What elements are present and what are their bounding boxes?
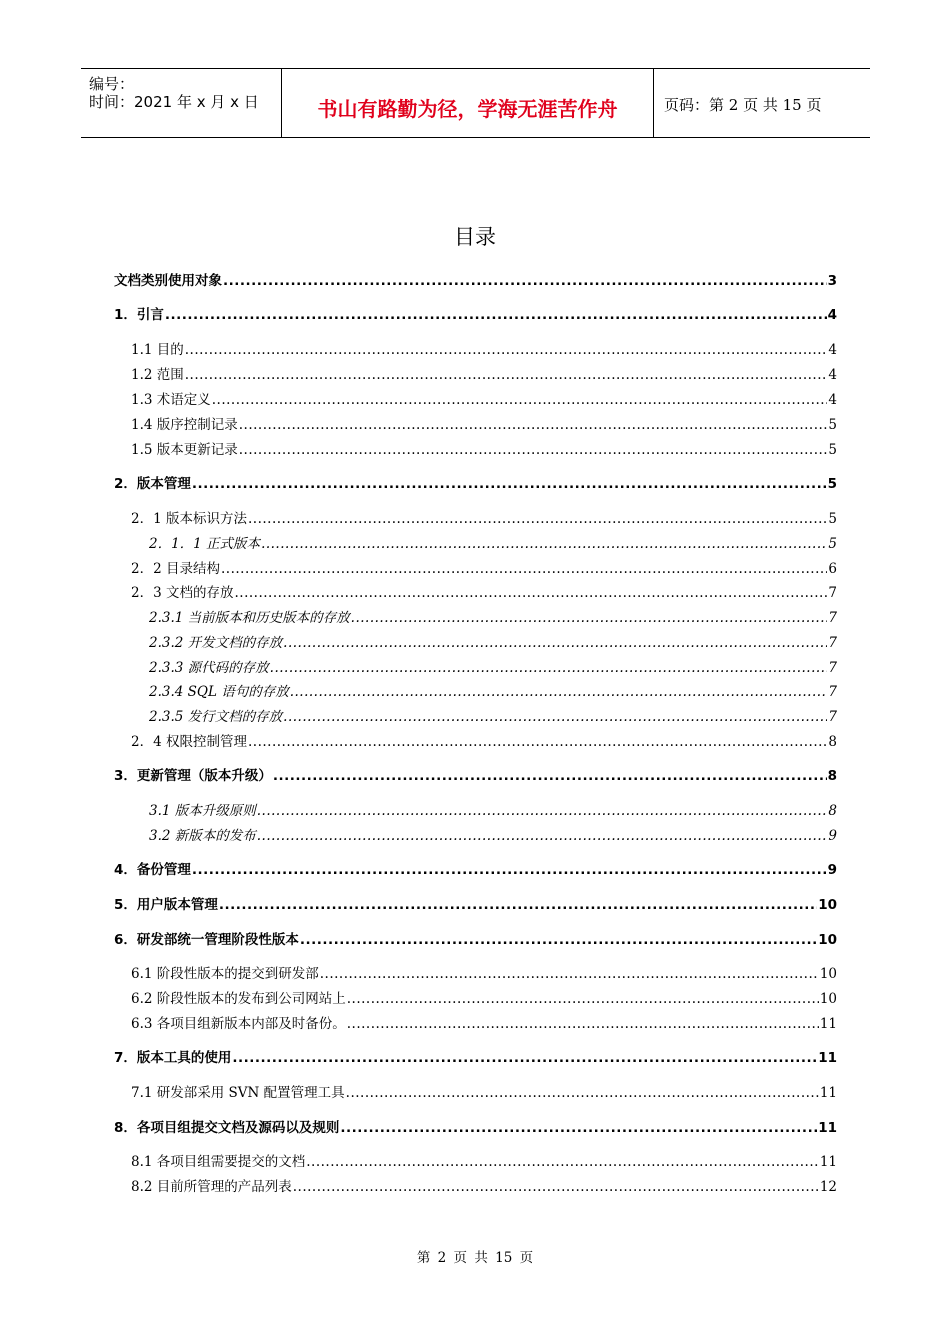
toc-entry-page: 5 bbox=[828, 536, 837, 552]
toc-leader-dots bbox=[347, 991, 819, 1007]
toc-entry-page: 11 bbox=[818, 1050, 837, 1066]
toc-leader-dots bbox=[320, 966, 819, 982]
toc-entry-page: 7 bbox=[828, 635, 837, 651]
toc-entry[interactable] bbox=[114, 271, 837, 289]
toc-entry-page: 10 bbox=[819, 966, 837, 982]
toc-leader-dots bbox=[192, 862, 827, 878]
toc-leader-dots bbox=[234, 585, 827, 601]
toc-entry[interactable] bbox=[149, 608, 837, 626]
toc-leader-dots bbox=[351, 610, 828, 626]
toc-entry-title: 6．研发部统一管理阶段性版本 bbox=[114, 932, 299, 948]
toc-entry-page: 5 bbox=[828, 417, 837, 433]
toc-entry[interactable] bbox=[114, 860, 837, 878]
toc-leader-dots bbox=[239, 417, 828, 433]
toc-entry[interactable] bbox=[149, 826, 837, 844]
toc-entry-page: 3 bbox=[827, 273, 837, 289]
toc-leader-dots bbox=[290, 684, 828, 700]
toc-entry-title: 2.3.2 开发文档的存放 bbox=[149, 635, 283, 651]
toc-entry-title: 2．版本管理 bbox=[114, 476, 191, 492]
toc-entry[interactable] bbox=[131, 1177, 837, 1195]
toc-leader-dots bbox=[283, 635, 827, 651]
toc-entry-page: 5 bbox=[828, 511, 837, 527]
toc-entry-title: 8.1 各项目组需要提交的文档 bbox=[131, 1154, 306, 1170]
toc-entry-title: 2．4 权限控制管理 bbox=[131, 734, 247, 750]
toc-leader-dots bbox=[248, 734, 827, 750]
header-motto: 书山有路勤为径，学海无涯苦作舟 bbox=[317, 97, 618, 121]
toc-entry-page: 4 bbox=[828, 392, 837, 408]
toc-leader-dots bbox=[293, 1179, 819, 1195]
toc-entry-page: 4 bbox=[828, 367, 837, 383]
toc-entry-title: 1.4 版序控制记录 bbox=[131, 417, 238, 433]
toc-entry-title: 2.3.1 当前版本和历史版本的存放 bbox=[149, 610, 350, 626]
toc-entry-title: 1．引言 bbox=[114, 307, 164, 323]
document-number-label: 编号： bbox=[89, 75, 135, 93]
toc-entry[interactable] bbox=[114, 305, 837, 323]
toc-leader-dots bbox=[185, 342, 828, 358]
toc-entry-page: 10 bbox=[819, 991, 837, 1007]
toc-entry-title: 8．各项目组提交文档及源码以及规则 bbox=[114, 1120, 340, 1136]
toc-entry-page: 11 bbox=[819, 1154, 837, 1170]
toc-entry[interactable] bbox=[131, 964, 837, 982]
toc-entry-page: 12 bbox=[819, 1179, 837, 1195]
header-motto-cell bbox=[282, 69, 654, 137]
toc-entry-title: 7.1 研发部采用 SVN 配置管理工具 bbox=[131, 1085, 345, 1101]
page-footer: 第 2 页 共 15 页 bbox=[416, 1250, 534, 1266]
toc-entry[interactable] bbox=[149, 633, 837, 651]
toc-entry-title: 1.2 范围 bbox=[131, 367, 184, 383]
toc-entry-title: 2．1 版本标识方法 bbox=[131, 511, 247, 527]
toc-leader-dots bbox=[185, 367, 828, 383]
toc-entry-page: 7 bbox=[828, 660, 837, 676]
toc-entry-title: 6.3 各项目组新版本内部及时备份。 bbox=[131, 1016, 346, 1032]
toc-leader-dots bbox=[270, 660, 828, 676]
toc-leader-dots bbox=[273, 768, 827, 784]
toc-entry[interactable] bbox=[131, 340, 837, 358]
toc-entry-title: 2．3 文档的存放 bbox=[131, 585, 234, 601]
toc-leader-dots bbox=[248, 511, 827, 527]
toc-entry[interactable] bbox=[131, 365, 837, 383]
toc-entry-page: 8 bbox=[827, 768, 837, 784]
header-page-info: 页码：第 2 页 共 15 页 bbox=[664, 96, 822, 114]
toc-entry[interactable] bbox=[149, 707, 837, 725]
toc-leader-dots bbox=[212, 392, 828, 408]
toc-entry[interactable] bbox=[131, 1014, 837, 1032]
header-meta-cell bbox=[81, 69, 282, 137]
toc-leader-dots bbox=[306, 1154, 819, 1170]
toc-entry[interactable] bbox=[149, 801, 837, 819]
toc-entry-title: 文档类别使用对象 bbox=[114, 273, 222, 289]
toc-entry-title: 4．备份管理 bbox=[114, 862, 191, 878]
toc-entry-page: 10 bbox=[818, 897, 837, 913]
toc-entry-page: 8 bbox=[828, 803, 837, 819]
toc-entry-page: 5 bbox=[827, 476, 837, 492]
toc-entry-title: 3.2 新版本的发布 bbox=[149, 828, 256, 844]
toc-leader-dots bbox=[346, 1085, 819, 1101]
toc-entry-page: 8 bbox=[828, 734, 837, 750]
toc-leader-dots bbox=[283, 709, 827, 725]
toc-entry-page: 7 bbox=[828, 585, 837, 601]
toc-entry[interactable] bbox=[131, 989, 837, 1007]
toc-entry[interactable] bbox=[149, 534, 837, 552]
toc-entry[interactable] bbox=[131, 1083, 837, 1101]
toc-leader-dots bbox=[221, 561, 827, 577]
toc-leader-dots bbox=[219, 897, 817, 913]
toc-entry-title: 2．2 目录结构 bbox=[131, 561, 220, 577]
toc-entry[interactable] bbox=[131, 583, 837, 601]
toc-entry-title: 2.3.4 SQL 语句的存放 bbox=[149, 684, 289, 700]
toc-entry[interactable] bbox=[114, 1118, 837, 1136]
toc-entry-page: 4 bbox=[827, 307, 837, 323]
toc-entry-title: 6.1 阶段性版本的提交到研发部 bbox=[131, 966, 319, 982]
toc-entry-title: 8.2 目前所管理的产品列表 bbox=[131, 1179, 292, 1195]
toc-leader-dots bbox=[239, 442, 828, 458]
toc-entry-page: 7 bbox=[828, 684, 837, 700]
toc-entry[interactable] bbox=[149, 658, 837, 676]
toc-entry-title: 1.5 版本更新记录 bbox=[131, 442, 238, 458]
toc-entry-page: 11 bbox=[818, 1120, 837, 1136]
toc-leader-dots bbox=[257, 803, 828, 819]
toc-entry[interactable] bbox=[131, 390, 837, 408]
toc-entry[interactable] bbox=[114, 930, 837, 948]
toc-entry-page: 6 bbox=[828, 561, 837, 577]
toc-entry[interactable] bbox=[114, 1048, 837, 1066]
toc-leader-dots bbox=[257, 828, 828, 844]
toc-entry[interactable] bbox=[131, 509, 837, 527]
toc-entry-title: 2.3.3 源代码的存放 bbox=[149, 660, 269, 676]
toc-leader-dots bbox=[223, 273, 827, 289]
toc-entry[interactable] bbox=[131, 415, 837, 433]
header-table bbox=[81, 68, 870, 138]
toc-entry[interactable] bbox=[131, 1152, 837, 1170]
toc-entry[interactable] bbox=[149, 682, 837, 700]
header-page-cell bbox=[654, 69, 870, 137]
toc-entry-page: 5 bbox=[828, 442, 837, 458]
toc-leader-dots bbox=[232, 1050, 817, 1066]
toc-entry-page: 9 bbox=[828, 828, 837, 844]
toc-entry-title: 1.1 目的 bbox=[131, 342, 184, 358]
document-time-label: 时间：2021 年 x 月 x 日 bbox=[89, 93, 259, 111]
toc-entry[interactable] bbox=[131, 732, 837, 750]
toc-leader-dots bbox=[340, 1120, 817, 1136]
toc-entry[interactable] bbox=[131, 559, 837, 577]
toc-leader-dots bbox=[347, 1016, 819, 1032]
toc-entry-title: 6.2 阶段性版本的发布到公司网站上 bbox=[131, 991, 346, 1007]
toc-entry-title: 2.3.5 发行文档的存放 bbox=[149, 709, 283, 725]
toc-entry[interactable] bbox=[114, 474, 837, 492]
toc-entry-page: 11 bbox=[819, 1085, 837, 1101]
toc-leader-dots bbox=[261, 536, 827, 552]
toc-leader-dots bbox=[165, 307, 827, 323]
toc-entry[interactable] bbox=[114, 766, 837, 784]
toc-entry-title: 7．版本工具的使用 bbox=[114, 1050, 232, 1066]
toc-entry[interactable] bbox=[114, 895, 837, 913]
toc-entry-title: 2．1．1 正式版本 bbox=[149, 536, 261, 552]
toc-entry-page: 10 bbox=[818, 932, 837, 948]
toc-entry[interactable] bbox=[131, 440, 837, 458]
toc-entry-title: 1.3 术语定义 bbox=[131, 392, 211, 408]
toc-entry-title: 5．用户版本管理 bbox=[114, 897, 218, 913]
toc-entry-page: 9 bbox=[827, 862, 837, 878]
toc-entry-title: 3．更新管理（版本升级） bbox=[114, 768, 272, 784]
toc-entry-page: 4 bbox=[828, 342, 837, 358]
toc-entry-title: 3.1 版本升级原则 bbox=[149, 803, 256, 819]
toc-leader-dots bbox=[192, 476, 827, 492]
toc-entry-page: 11 bbox=[819, 1016, 837, 1032]
toc-leader-dots bbox=[300, 932, 817, 948]
page-title: 目录 bbox=[454, 225, 496, 249]
toc-entry-page: 7 bbox=[828, 709, 837, 725]
toc-entry-page: 7 bbox=[828, 610, 837, 626]
